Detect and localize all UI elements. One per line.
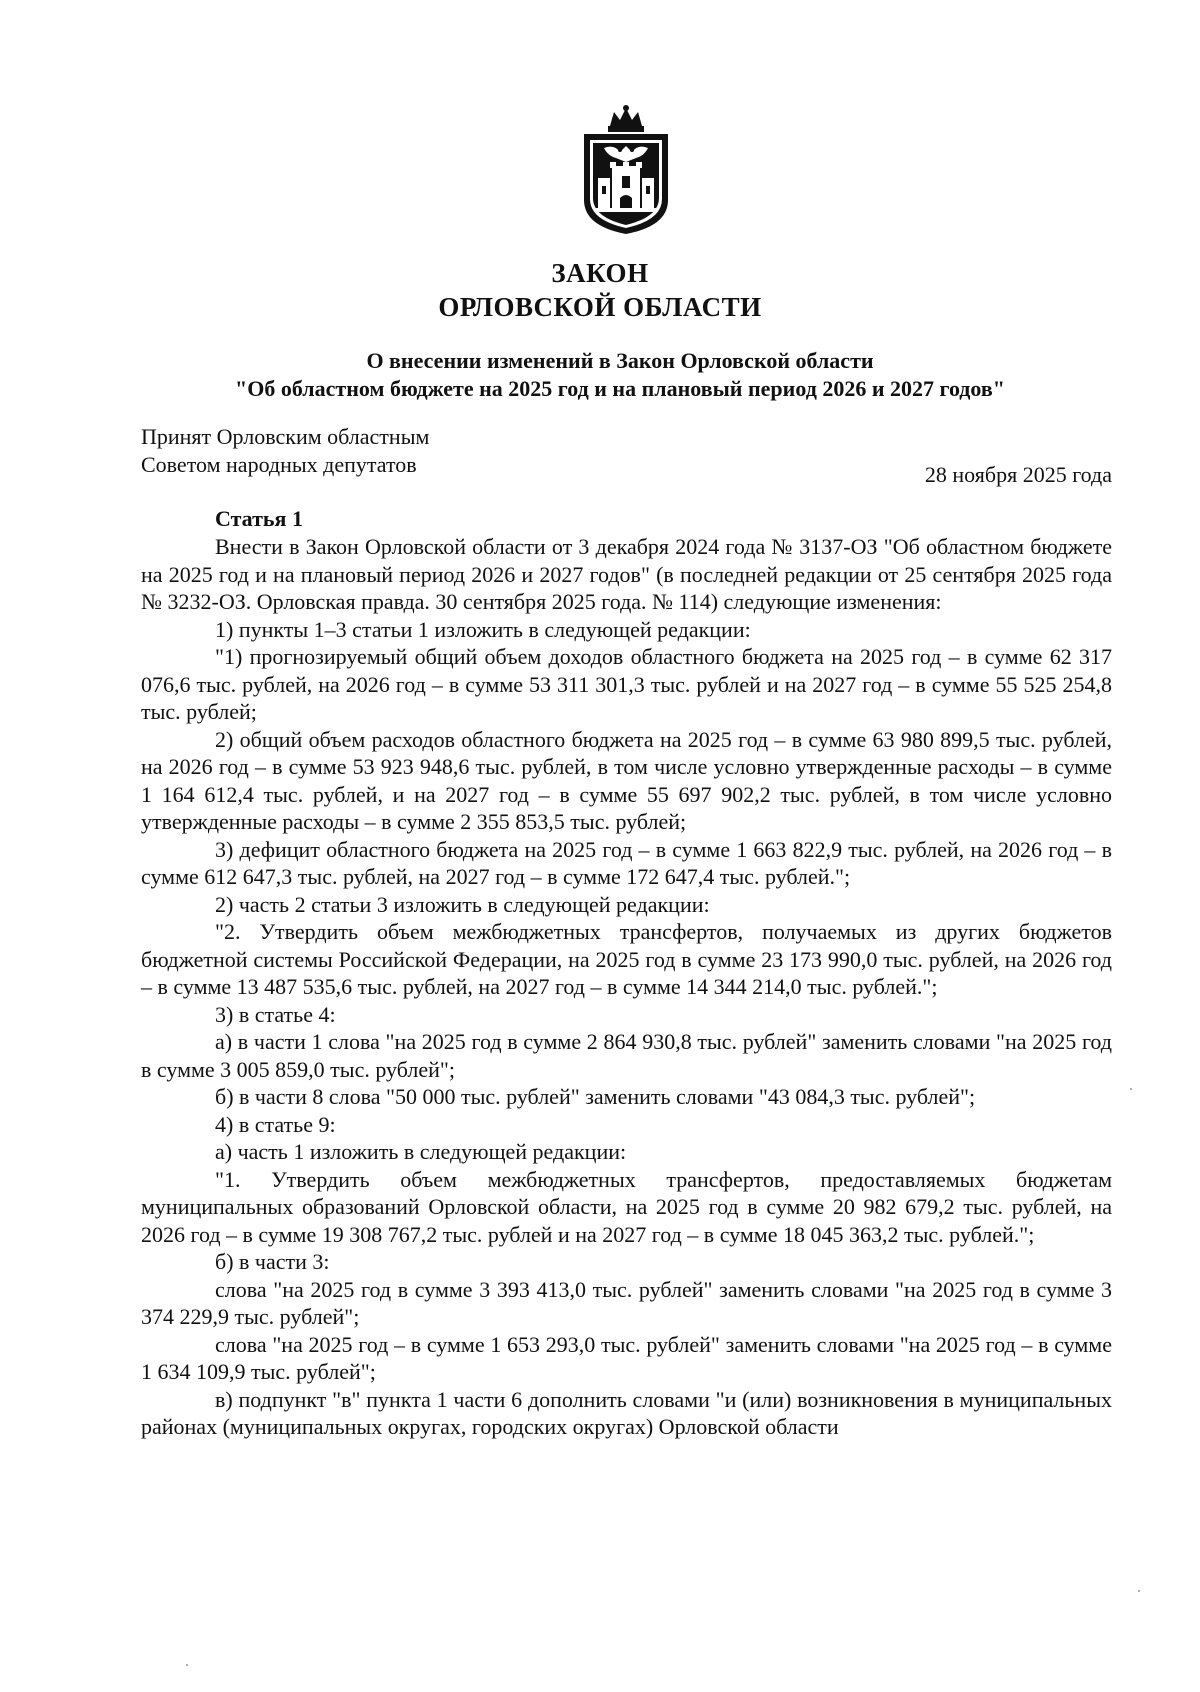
document-subtitle [150,347,1090,403]
paragraph: слова "на 2025 год – в сумме 1 653 293,0 тыс. рублей" заменить словами "на 2025 год – в сумме 1 634 109,9 тыс. рублей"; [141,1331,1112,1384]
paragraph: Внести в Закон Орловской области от 3 декабря 2024 года № 3137-ОЗ "Об областном бюджете на 2025 год и на плановый период 2026 и 2027 годов" (в последней редакции от 25 сентября 2025 года № 3232-ОЗ. Орловская правда. 30 сентября 2025 года. № 114) следующие изменения: [141,534,1112,614]
paragraph: б) в части 8 слова "50 000 тыс. рублей" заменить словами "43 084,3 тыс. рублей"; [215,1084,976,1109]
paragraph: слова "на 2025 год в сумме 3 393 413,0 тыс. рублей" заменить словами "на 2025 год в сумме 3 374 229,9 тыс. рублей"; [141,1276,1112,1329]
paragraph: 4) в статье 9: [215,1111,336,1137]
paragraph: "1. Утвердить объем межбюджетных трансфертов, предоставляемых бюджетам муниципальных образований Орловской области, на 2025 год в сумме 20 982 679,2 тыс. рублей, на 2026 год – в сумме 19 308 767,2 тыс. рублей и на 2027 год – в сумме 18 045 363,2 тыс. рублей."; [141,1166,1112,1247]
article-heading: Статья 1 [215,506,303,531]
paragraph: а) часть 1 изложить в следующей редакции: [215,1139,627,1164]
paragraph: 1) пункты 1–3 статьи 1 изложить в следующей редакции: [215,616,751,642]
subtitle-line2: "Об областном бюджете на 2025 год и на плановый период 2026 и 2027 годов" [235,376,1005,401]
scan-speck [1138,1590,1140,1592]
paragraph: "2. Утвердить объем межбюджетных трансфертов, получаемых из других бюджетов бюджетной системы Российской Федерации, на 2025 год в сумме 23 173 990,0 тыс. рублей, на 2026 год – в сумме 13 487 535,6 тыс. рублей, на 2027 год – в сумме 14 344 214,0 тыс. рублей."; [141,919,1112,999]
paragraph: 2) общий объем расходов областного бюджета на 2025 год – в сумме 63 980 899,5 тыс. рублей, на 2026 год – в сумме 53 923 948,6 тыс. рублей, в том числе условно утвержденные расходы – в сумме 1 164 612,4 тыс. рублей, и на 2027 год – в сумме 55 697 902,2 тыс. рублей, в том числе условно утвержденные расходы – в сумме 2 355 853,5 тыс. рублей; [141,726,1112,834]
paragraph: 2) часть 2 статьи 3 изложить в следующей редакции: [215,891,710,917]
adoption-line2: Советом народных депутатов [141,452,417,477]
adoption-line1: Принят Орловским областным [141,424,430,449]
paragraph: 3) в статье 4: [215,1001,336,1027]
paragraph: в) подпункт "в" пункта 1 части 6 дополнить словами "и (или) возникновения в муниципальных районах (муниципальных округах, городских округах) Орловской области [141,1386,1112,1439]
document-title-line1: ЗАКОН [551,258,649,288]
scan-speck [1130,1088,1132,1090]
adoption-block [141,423,429,479]
paragraph: 3) дефицит областного бюджета на 2025 год – в сумме 1 663 822,9 тыс. рублей, на 2026 год – в сумме 612 647,3 тыс. рублей, на 2027 год – в сумме 172 647,4 тыс. рублей."; [141,836,1112,889]
scan-speck [186,1664,188,1666]
subtitle-line1: О внесении изменений в Закон Орловской области [366,348,874,373]
article-body [141,533,1112,1441]
paragraph: б) в части 3: [215,1249,330,1274]
paragraph: а) в части 1 слова "на 2025 год в сумме 2 864 930,8 тыс. рублей" заменить словами "на 2025 год в сумме 3 005 859,0 тыс. рублей"; [141,1029,1112,1082]
adoption-date: 28 ноября 2025 года [924,462,1112,487]
coat-of-arms-icon [574,104,678,236]
paragraph: "1) прогнозируемый общий объем доходов областного бюджета на 2025 год – в сумме 62 317 076,6 тыс. рублей, на 2026 год – в сумме 53 311 301,3 тыс. рублей и на 2027 год – в сумме 55 525 254,8 тыс. рублей; [141,644,1112,724]
document-title-line2: ОРЛОВСКОЙ ОБЛАСТИ [438,292,762,322]
